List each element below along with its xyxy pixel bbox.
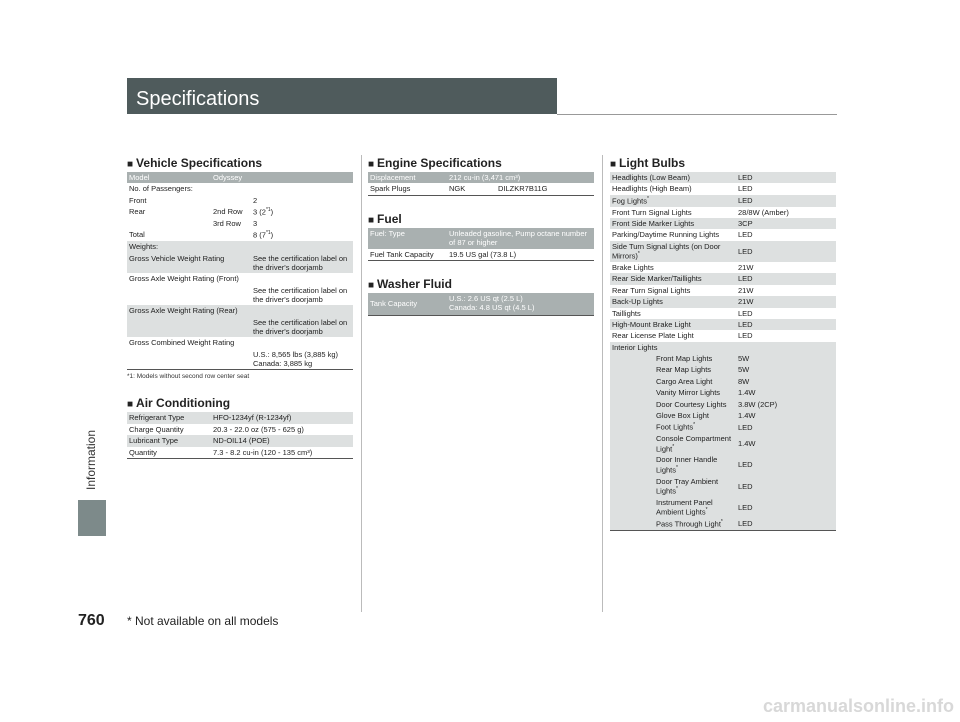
cell-value: See the certification label on the driver's doorjamb <box>251 253 353 274</box>
table-row <box>610 376 836 387</box>
label-text: Pass Through Light <box>656 519 721 529</box>
table-row <box>368 228 594 249</box>
section-heading-text: Air Conditioning <box>136 396 231 411</box>
table-row <box>127 172 353 183</box>
cell-value: 7.3 - 8.2 cu-in (120 - 135 cm³) <box>213 447 313 457</box>
cell-value: LED <box>736 195 836 207</box>
cell-label: Interior Lights <box>610 342 836 353</box>
table-row <box>610 273 836 284</box>
section-heading: ■ Engine Specifications <box>368 156 502 170</box>
cell-value: 19.5 US gal (73.8 L) <box>449 249 517 259</box>
page-title: Specifications <box>136 88 260 110</box>
cell-value: 3CP <box>736 218 836 229</box>
cell-value: 21W <box>738 285 754 295</box>
cell-value: 21W <box>738 263 754 272</box>
cell-label <box>610 410 736 421</box>
label-text: Fog Lights <box>612 196 648 206</box>
table-row <box>610 241 836 262</box>
label-text: Parking/Daytime Running Lights <box>612 230 720 240</box>
table-row <box>127 206 353 218</box>
cell-value: 21W <box>736 296 836 307</box>
cell-value: ND-OIL14 (POE) <box>211 435 353 446</box>
page-footnote: * Not available on all models <box>127 614 279 628</box>
section-heading-text: Engine Specifications <box>377 156 502 170</box>
table-row <box>368 293 594 316</box>
table-row <box>610 342 836 353</box>
cell-sublabel: 2nd Row <box>213 207 243 217</box>
cell-label <box>610 364 736 375</box>
cell-value: LED <box>738 308 753 318</box>
value-text: Canada: 4.8 US qt (4.5 L) <box>449 303 535 313</box>
cell-value: 1.4W <box>736 410 836 421</box>
label-text: Rear License Plate Light <box>612 331 694 341</box>
table-row <box>610 476 836 497</box>
cell-value: 2 <box>253 195 258 205</box>
footnote-mark: *1: <box>127 373 135 381</box>
table-row <box>610 207 836 218</box>
cell-label: Spark Plugs <box>370 184 411 194</box>
cell-value: Unleaded gasoline, Pump octane number of 87 or higher <box>447 228 594 249</box>
cell-label: Total <box>129 230 145 240</box>
cell-label <box>610 207 736 218</box>
cell-value: LED <box>736 241 836 262</box>
cell-value: See the certification label on the driver's doorjamb <box>251 305 353 337</box>
column-right <box>610 154 836 531</box>
cell-label <box>610 172 736 183</box>
cell-value: HFO-1234yf (R-1234yf) <box>211 412 353 423</box>
cell-value: DILZKR7B11G <box>498 184 548 194</box>
value-text: 3 (2 <box>253 207 266 217</box>
table-row <box>127 183 353 194</box>
column-divider <box>602 155 603 612</box>
value-text: ) <box>270 207 274 217</box>
engine-spec-table <box>368 172 594 196</box>
cell-label: Model <box>127 172 211 183</box>
cell-value: Odyssey <box>211 172 353 183</box>
label-text: Front Map Lights <box>656 354 713 363</box>
cell-label: Quantity <box>129 447 157 457</box>
cell-label <box>610 497 736 518</box>
cell-value: LED <box>738 230 753 240</box>
table-row <box>610 433 836 454</box>
cell-value: 20.3 - 22.0 oz (575 - 625 g) <box>213 424 304 434</box>
sidebar-tab-marker <box>78 500 106 536</box>
cell-label: No. of Passengers: <box>129 184 193 194</box>
section-heading: ■ Washer Fluid <box>368 276 452 291</box>
cell-label: Lubricant Type <box>127 435 211 446</box>
availability-mark: * <box>693 422 696 429</box>
fuel-spec-table <box>368 228 594 261</box>
footnote-ref: *1 <box>265 207 271 214</box>
cell-label: Gross Axle Weight Rating (Front) <box>129 274 239 284</box>
label-text: Rear Side Marker/Taillights <box>612 274 702 284</box>
footnote-text: Models without second row center seat <box>136 373 250 381</box>
table-row <box>610 353 836 364</box>
table-row <box>368 249 594 261</box>
table-row <box>127 253 353 274</box>
availability-mark: * <box>672 443 675 450</box>
column-divider <box>361 155 362 612</box>
label-text: Door Courtesy Lights <box>656 399 727 409</box>
section-heading-text: Light Bulbs <box>619 156 686 170</box>
cell-label <box>610 433 736 454</box>
cell-label: Gross Vehicle Weight Rating <box>127 253 251 274</box>
cell-value <box>251 206 353 218</box>
cell-label: Tank Capacity <box>368 293 447 316</box>
label-text: Taillights <box>612 308 641 318</box>
label-text: Foot Lights <box>656 422 694 432</box>
label-text: Instrument Panel Ambient Lights <box>656 497 713 517</box>
table-row <box>127 195 353 206</box>
cell-value: LED <box>736 319 836 330</box>
cell-label <box>610 183 736 194</box>
cell-label: Gross Axle Weight Rating (Rear) <box>127 305 251 337</box>
table-row <box>610 296 836 307</box>
washer-spec-table <box>368 293 594 316</box>
cell-value: 1.4W <box>736 433 836 454</box>
cell-label: Charge Quantity <box>129 424 184 434</box>
table-row <box>610 399 836 410</box>
cell-value: 5W <box>736 364 836 375</box>
cell-value: See the certification label on the driver's doorjamb <box>253 285 348 304</box>
cell-value <box>251 229 353 241</box>
label-text: Headlights (Low Beam) <box>612 173 690 182</box>
table-row <box>127 229 353 241</box>
cell-label: Front <box>129 195 147 205</box>
cell-label <box>610 353 736 364</box>
cell-sublabel: 3rd Row <box>213 219 241 228</box>
vehicle-spec-table <box>127 172 353 370</box>
label-text: Front Side Marker Lights <box>612 219 695 228</box>
cell-label <box>610 262 736 273</box>
label-text: Brake Lights <box>612 263 654 272</box>
table-row <box>610 308 836 319</box>
label-text: Back-Up Lights <box>612 297 663 307</box>
cell-value: LED <box>736 497 836 518</box>
cell-label: Rear <box>129 207 146 217</box>
cell-label <box>610 421 736 433</box>
table-row <box>610 364 836 375</box>
table-row <box>610 285 836 296</box>
label-text: Headlights (High Beam) <box>612 184 692 194</box>
cell-value: LED <box>736 454 836 475</box>
cell-value: 3 <box>253 219 258 228</box>
watermark: carmanualsonline.info <box>762 696 954 716</box>
table-row <box>610 497 836 518</box>
cell-label <box>610 387 736 398</box>
cell-value: LED <box>736 476 836 497</box>
table-row <box>127 435 353 446</box>
cell-label <box>610 195 736 207</box>
label-text: Front Turn Signal Lights <box>612 207 692 217</box>
label-text: Console Compartment Light <box>656 434 732 453</box>
cell-label: Weights: <box>127 241 353 252</box>
table-row <box>610 262 836 273</box>
table-row <box>610 319 836 330</box>
section-heading: ■ Fuel <box>368 211 402 226</box>
availability-mark: * <box>647 195 649 202</box>
cell-value: 8W <box>736 376 836 387</box>
cell-value: LED <box>736 172 836 183</box>
table-row <box>368 172 594 183</box>
label-text: Rear Turn Signal Lights <box>612 285 691 295</box>
cell-value: 3.8W (2CP) <box>736 399 836 410</box>
label-text: Door Tray Ambient Lights <box>656 476 719 496</box>
table-row <box>127 412 353 423</box>
cell-label <box>610 454 736 475</box>
cell-value: 212 cu-in (3,471 cm³) <box>447 172 594 183</box>
section-heading: ■ Air Conditioning <box>127 396 231 411</box>
page-number: 760 <box>78 612 105 629</box>
value-text: U.S.: 8,565 lbs (3,885 kg) <box>253 349 339 359</box>
title-rule <box>557 114 837 115</box>
cell-value: 1.4W <box>736 387 836 398</box>
value-text: 8 (7 <box>253 230 266 240</box>
cell-value: LED <box>736 273 836 284</box>
label-text: Glove Box Light <box>656 410 709 420</box>
cell-label <box>610 296 736 307</box>
section-heading-text: Washer Fluid <box>377 276 452 291</box>
table-row <box>127 241 353 252</box>
cell-value: LED <box>738 184 753 194</box>
table-row <box>610 387 836 398</box>
section-heading: ■ Vehicle Specifications <box>127 156 263 170</box>
cell-value: LED <box>736 421 836 433</box>
table-row <box>610 454 836 475</box>
value-text: U.S.: 2.6 US qt (2.5 L) <box>449 293 523 303</box>
availability-mark: * <box>705 507 708 514</box>
cell-label <box>610 330 736 341</box>
table-row <box>610 172 836 183</box>
table-row <box>610 229 836 240</box>
table-row <box>127 447 353 459</box>
section-heading-text: Vehicle Specifications <box>136 156 263 170</box>
label-text: High-Mount Brake Light <box>612 319 691 329</box>
availability-mark: * <box>720 519 723 526</box>
value-text: ) <box>270 230 274 240</box>
cell-label <box>610 273 736 284</box>
cell-label <box>610 376 736 387</box>
table-row <box>127 305 353 337</box>
cell-value <box>251 337 353 370</box>
table-row <box>127 337 353 370</box>
cell-label: Fuel: Type <box>368 228 447 249</box>
cell-label <box>610 476 736 497</box>
footnote-ref: *1 <box>265 230 271 237</box>
cell-label <box>610 308 736 319</box>
light-bulbs-table <box>610 172 836 531</box>
table-row <box>127 273 353 305</box>
table-row <box>368 183 594 195</box>
cell-value <box>447 293 594 316</box>
label-text: Cargo Area Light <box>656 376 713 386</box>
cell-label <box>127 218 211 229</box>
cell-value: 28/8W (Amber) <box>738 207 789 217</box>
cell-label <box>610 218 736 229</box>
cell-value: NGK <box>449 184 466 194</box>
spacer <box>368 196 594 210</box>
spacer <box>368 261 594 275</box>
value-text: Canada: 3,885 kg <box>253 359 313 368</box>
table-row <box>610 195 836 207</box>
spacer <box>127 380 353 394</box>
cell-label: Displacement <box>368 172 447 183</box>
table-row <box>610 421 836 433</box>
air-conditioning-table <box>127 412 353 459</box>
sidebar-section-label: Information <box>84 429 98 490</box>
cell-value: 5W <box>736 353 836 364</box>
cell-value: LED <box>738 331 753 341</box>
footnote <box>127 373 353 380</box>
cell-label <box>610 319 736 330</box>
availability-mark: * <box>637 251 640 258</box>
label-text: Door Inner Handle Lights <box>656 455 718 475</box>
cell-label <box>610 285 736 296</box>
cell-label <box>610 241 736 262</box>
cell-label <box>610 229 736 240</box>
table-row <box>610 410 836 421</box>
cell-label: Gross Combined Weight Rating <box>129 338 235 348</box>
table-row <box>610 218 836 229</box>
cell-label <box>610 518 736 530</box>
cell-label: Refrigerant Type <box>127 412 211 423</box>
table-row <box>127 218 353 229</box>
label-text: Side Turn Signal Lights (on Door Mirrors) <box>612 241 721 261</box>
cell-label <box>610 399 736 410</box>
availability-mark: * <box>676 464 678 471</box>
table-row <box>610 518 836 530</box>
table-row <box>127 424 353 435</box>
column-middle <box>368 154 594 316</box>
section-heading: ■ Light Bulbs <box>610 156 686 170</box>
section-heading-text: Fuel <box>377 211 402 226</box>
label-text: Rear Map Lights <box>656 365 712 375</box>
table-row <box>610 330 836 341</box>
label-text: Vanity Mirror Lights <box>656 388 721 398</box>
cell-label: Fuel Tank Capacity <box>370 249 434 259</box>
cell-value: LED <box>736 518 836 530</box>
availability-mark: * <box>676 486 678 492</box>
table-row <box>610 183 836 194</box>
column-left <box>127 154 353 459</box>
